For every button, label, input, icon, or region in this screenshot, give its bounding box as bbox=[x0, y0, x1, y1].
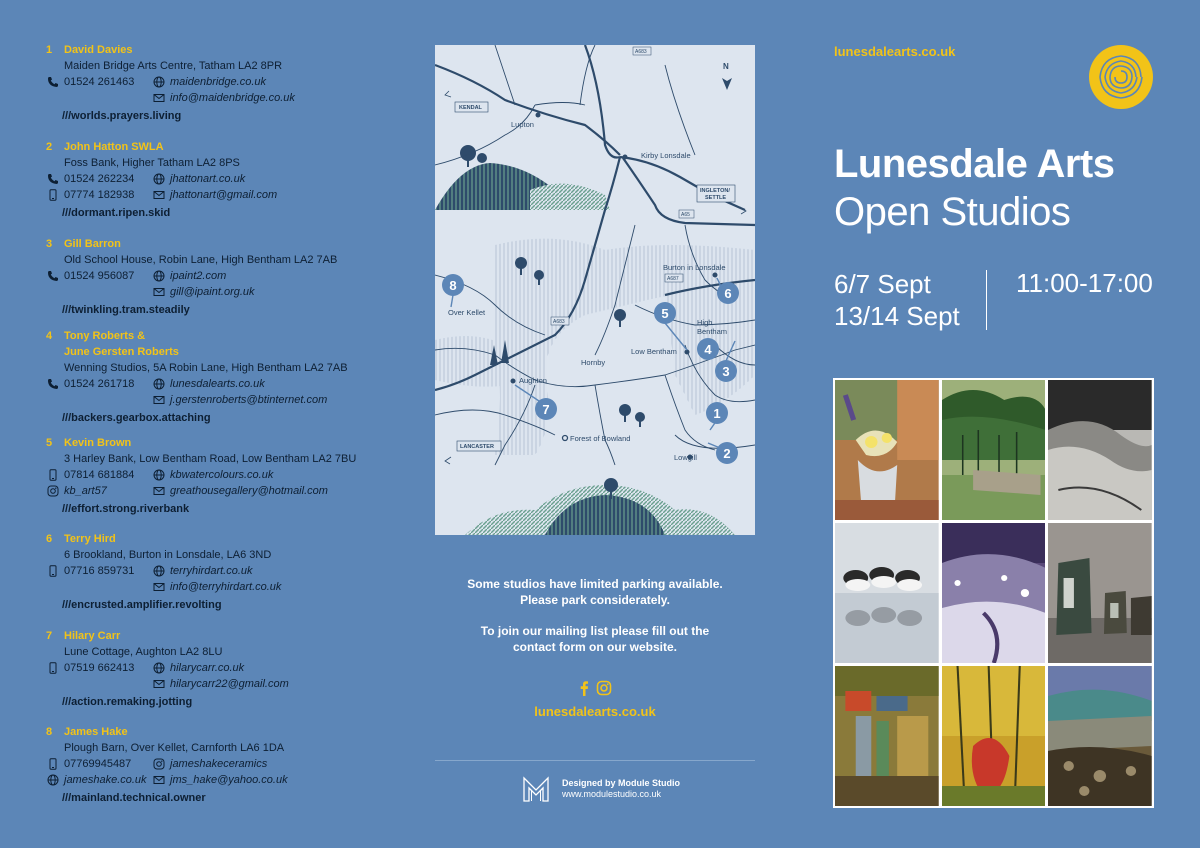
road-label-a687: A687 bbox=[667, 276, 679, 282]
phone-number[interactable]: 01524 261718 bbox=[64, 378, 135, 390]
artist-name: 2 John Hatton SWLA bbox=[46, 141, 164, 153]
phone-icon bbox=[46, 172, 60, 186]
event-time: 11:00-17:00 bbox=[1016, 268, 1153, 298]
artwork-image bbox=[835, 666, 939, 806]
artist-entry bbox=[46, 724, 376, 806]
email-icon bbox=[152, 188, 166, 202]
designer-website[interactable]: www.modulestudio.co.uk bbox=[562, 789, 662, 799]
map-label-high-bentham: High bbox=[697, 318, 713, 327]
website-link[interactable]: lunesdalearts.co.uk bbox=[170, 378, 265, 390]
page-title: Lunesdale Arts bbox=[834, 142, 1115, 186]
email-link[interactable]: info@terryhirdart.co.uk bbox=[170, 581, 282, 593]
map-marker-1[interactable] bbox=[706, 402, 728, 424]
artwork-image bbox=[835, 523, 939, 663]
globe-icon bbox=[152, 377, 166, 391]
map-label-burton-in-lonsdale: Burton in Lonsdale bbox=[663, 263, 726, 272]
artwork-image bbox=[1048, 380, 1152, 520]
mobile-icon bbox=[46, 661, 60, 675]
page-subtitle: Open Studios bbox=[834, 190, 1071, 234]
email-icon bbox=[152, 580, 166, 594]
website-link[interactable]: jhattonart.co.uk bbox=[170, 173, 246, 185]
artist-name: 4 Tony Roberts & bbox=[46, 330, 146, 342]
what3words-address[interactable]: ///action.remaking.jotting bbox=[62, 696, 193, 708]
map-label-aughton: Aughton bbox=[519, 376, 547, 385]
email-icon bbox=[152, 484, 166, 498]
artist-entry bbox=[46, 628, 376, 710]
instagram-icon[interactable] bbox=[595, 680, 613, 696]
artwork-gallery bbox=[833, 378, 1154, 808]
website-link[interactable]: kbwatercolours.co.uk bbox=[170, 469, 274, 481]
artist-entry bbox=[46, 435, 376, 517]
artwork-image bbox=[942, 380, 1046, 520]
svg-text:4: 4 bbox=[704, 342, 712, 357]
svg-text:1: 1 bbox=[713, 406, 721, 421]
svg-text:8: 8 bbox=[449, 278, 457, 293]
divider bbox=[435, 760, 755, 761]
tree-icon bbox=[477, 153, 487, 163]
studio-map bbox=[435, 45, 755, 535]
map-label-high-bentham-2: Bentham bbox=[697, 327, 728, 336]
globe-icon bbox=[46, 773, 60, 787]
email-link[interactable]: gill@ipaint.org.uk bbox=[170, 286, 255, 298]
globe-icon bbox=[152, 172, 166, 186]
svg-text:3: 3 bbox=[722, 364, 730, 379]
artist-address: Old School House, Robin Lane, High Bentham LA2 7AB bbox=[64, 254, 338, 266]
website-link[interactable]: jameshake.co.uk bbox=[64, 774, 147, 786]
what3words-address[interactable]: ///mainland.technical.owner bbox=[62, 792, 206, 804]
parking-notice: Some studios have limited parking available. Please park considerately. bbox=[467, 577, 723, 607]
artist-address: Maiden Bridge Arts Centre, Tatham LA2 8PR bbox=[64, 60, 283, 72]
map-marker-3[interactable] bbox=[715, 360, 737, 382]
road-label-a65: A65 bbox=[681, 212, 690, 218]
instagram-handle[interactable]: jameshakeceramics bbox=[170, 758, 268, 770]
artist-name-second: June Gersten Roberts bbox=[64, 346, 179, 358]
header-website-link[interactable]: lunesdalearts.co.uk bbox=[834, 44, 956, 59]
map-label-forest-of-bowland: Forest of Bowland bbox=[570, 434, 631, 443]
globe-icon bbox=[152, 269, 166, 283]
module-studio-logo-icon bbox=[522, 775, 550, 803]
mobile-number[interactable]: 07769945487 bbox=[64, 758, 132, 770]
artist-name: 7 Hilary Carr bbox=[46, 630, 121, 642]
artist-entry bbox=[46, 236, 376, 318]
instagram-icon bbox=[152, 757, 166, 771]
email-link[interactable]: greathousegallery@hotmail.com bbox=[170, 485, 328, 497]
artist-entry bbox=[46, 328, 376, 426]
globe-icon bbox=[152, 468, 166, 482]
artist-name: 1 David Davies bbox=[46, 44, 133, 56]
artwork-image bbox=[835, 380, 939, 520]
email-icon bbox=[152, 285, 166, 299]
mobile-icon bbox=[46, 564, 60, 578]
facebook-icon[interactable] bbox=[577, 680, 591, 696]
fell-area bbox=[435, 336, 510, 387]
instagram-handle[interactable]: kb_art57 bbox=[64, 485, 107, 497]
artwork-image bbox=[1048, 666, 1152, 806]
svg-text:7: 7 bbox=[542, 402, 550, 417]
hill-illustration bbox=[530, 184, 610, 210]
mobile-number[interactable]: 07814 681884 bbox=[64, 469, 135, 481]
designer-name: Designed by Module Studio bbox=[562, 778, 681, 788]
artist-address: Plough Barn, Over Kellet, Carnforth LA6 1DA bbox=[64, 742, 285, 754]
phone-icon bbox=[46, 269, 60, 283]
artist-name: 3 Gill Barron bbox=[46, 238, 121, 250]
sign-ingleton: INGLETON/ bbox=[700, 188, 730, 194]
svg-text:2: 2 bbox=[723, 446, 731, 461]
mobile-icon bbox=[46, 468, 60, 482]
map-marker-4[interactable] bbox=[697, 338, 719, 360]
what3words-address[interactable]: ///backers.gearbox.attaching bbox=[62, 412, 211, 424]
artist-address: Foss Bank, Higher Tatham LA2 8PS bbox=[64, 157, 240, 169]
designer-credit bbox=[522, 775, 680, 803]
what3words-address[interactable]: ///twinkling.tram.steadily bbox=[62, 304, 190, 316]
sign-settle: SETTLE bbox=[705, 195, 727, 201]
artist-name: 8 James Hake bbox=[46, 726, 128, 738]
social-icons bbox=[435, 680, 755, 696]
map-marker-2[interactable] bbox=[716, 442, 738, 464]
phone-icon bbox=[46, 75, 60, 89]
mobile-number[interactable]: 07716 859731 bbox=[64, 565, 135, 577]
artist-address: Lune Cottage, Aughton LA2 8LU bbox=[64, 646, 223, 658]
north-arrow-icon bbox=[722, 78, 732, 90]
email-link[interactable]: j.gerstenroberts@btinternet.com bbox=[170, 394, 328, 406]
email-link[interactable]: jhattonart@gmail.com bbox=[170, 189, 278, 201]
email-icon bbox=[152, 677, 166, 691]
artwork-image bbox=[942, 523, 1046, 663]
email-icon bbox=[152, 773, 166, 787]
email-icon bbox=[152, 393, 166, 407]
north-label: N bbox=[723, 62, 729, 71]
road-label-a683-south: A683 bbox=[553, 319, 565, 325]
globe-icon bbox=[152, 661, 166, 675]
phone-icon bbox=[46, 377, 60, 391]
map-label-lowgill: Lowgill bbox=[674, 453, 697, 462]
phone-number[interactable]: 01524 261463 bbox=[64, 76, 135, 88]
map-marker-7[interactable] bbox=[535, 398, 557, 420]
mobile-number[interactable]: 07519 662413 bbox=[64, 662, 135, 674]
map-label-lupton: Lupton bbox=[511, 120, 534, 129]
phone-number[interactable]: 01524 262234 bbox=[64, 173, 135, 185]
map-label-over-kellet: Over Kellet bbox=[448, 308, 486, 317]
artist-address: 6 Brookland, Burton in Lonsdale, LA6 3ND bbox=[64, 549, 272, 561]
website-link[interactable]: terryhirdart.co.uk bbox=[170, 565, 253, 577]
instagram-icon bbox=[46, 484, 60, 498]
map-label-low-bentham: Low Bentham bbox=[631, 347, 677, 356]
event-dates: 6/7 Sept 13/14 Sept bbox=[834, 269, 960, 331]
map-label-kirkby-lonsdale: Kirby Lonsdale bbox=[641, 151, 691, 160]
road-label-a683: A683 bbox=[635, 49, 647, 55]
sign-kendal: KENDAL bbox=[459, 105, 482, 111]
map-marker-8[interactable] bbox=[442, 274, 464, 296]
globe-icon bbox=[152, 564, 166, 578]
artist-entry bbox=[46, 531, 376, 613]
phone-number[interactable]: 01524 956087 bbox=[64, 270, 135, 282]
globe-icon bbox=[152, 75, 166, 89]
email-link[interactable]: info@maidenbridge.co.uk bbox=[170, 92, 295, 104]
svg-text:6: 6 bbox=[724, 286, 732, 301]
email-link[interactable]: hilarycarr22@gmail.com bbox=[170, 678, 289, 690]
website-link[interactable]: ipaint2.com bbox=[170, 270, 227, 282]
artist-address: 3 Harley Bank, Low Bentham Road, Low Bentham LA2 7BU bbox=[64, 453, 357, 465]
artist-address: Wenning Studios, 5A Robin Lane, High Bentham LA2 7AB bbox=[64, 362, 348, 374]
artwork-image bbox=[1048, 523, 1152, 663]
artist-entry bbox=[46, 42, 376, 124]
sign-lancaster: LANCASTER bbox=[460, 444, 494, 450]
map-label-hornby: Hornby bbox=[581, 358, 606, 367]
mobile-number[interactable]: 07774 182938 bbox=[64, 189, 135, 201]
mobile-icon bbox=[46, 757, 60, 771]
artist-name: 5 Kevin Brown bbox=[46, 437, 132, 449]
lunesdale-arts-logo bbox=[1088, 44, 1154, 110]
email-icon bbox=[152, 91, 166, 105]
email-link[interactable]: jms_hake@yahoo.co.uk bbox=[170, 774, 288, 786]
artist-name: 6 Terry Hird bbox=[46, 533, 116, 545]
map-marker-6[interactable] bbox=[717, 282, 739, 304]
mailing-list-notice: To join our mailing list please fill out the contact form on our website. bbox=[480, 624, 710, 654]
footer-website-link[interactable]: lunesdalearts.co.uk bbox=[534, 704, 656, 719]
what3words-address[interactable]: ///effort.strong.riverbank bbox=[62, 503, 190, 515]
what3words-address[interactable]: ///worlds.prayers.living bbox=[62, 110, 182, 122]
what3words-address[interactable]: ///encrusted.amplifier.revolting bbox=[62, 599, 222, 611]
what3words-address[interactable]: ///dormant.ripen.skid bbox=[62, 207, 171, 219]
website-link[interactable]: hilarycarr.co.uk bbox=[170, 662, 245, 674]
website-link[interactable]: maidenbridge.co.uk bbox=[170, 76, 267, 88]
svg-text:5: 5 bbox=[661, 306, 669, 321]
map-marker-5[interactable] bbox=[654, 302, 676, 324]
artwork-image bbox=[942, 666, 1046, 806]
mobile-icon bbox=[46, 188, 60, 202]
date-time-divider bbox=[986, 270, 987, 330]
artist-entry bbox=[46, 139, 376, 221]
